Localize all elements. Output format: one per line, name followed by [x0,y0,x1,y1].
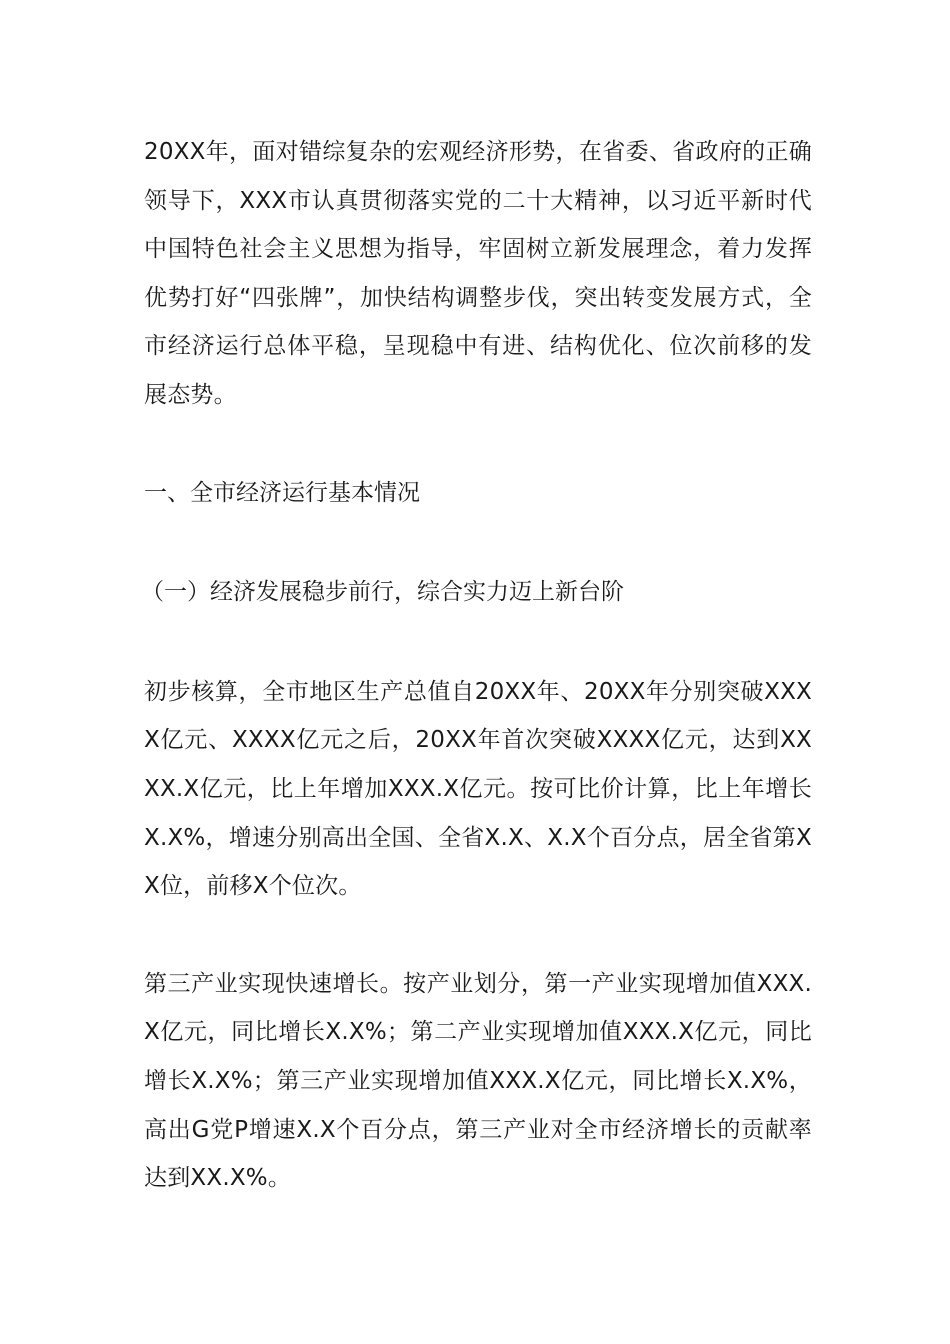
section-heading: 一、全市经济运行基本情况 [144,479,420,506]
intro-paragraph: 20XX年，面对错综复杂的宏观经济形势，在省委、省政府的正确领导下，XXX市认真贯彻落实党的二十大精神，以习近平新时代中国特色社会主义思想为指导，牢固树立新发展理念，着力发挥优势打好“四张牌”，加快结构调整步伐，突出转变发展方式，全市经济运行总体平稳，呈现稳中有进、结构优化、位次前移的发展态势。 [144,139,812,408]
spacer [144,911,812,960]
document-body [141,128,812,1203]
spacer [144,420,812,469]
spacer [144,617,812,668]
gdp-paragraph: 初步核算，全市地区生产总值自20XX年、20XX年分别突破XXXX亿元、XXXX亿元之后，20XX年首次突破XXXX亿元，达到XXXX.X亿元，比上年增加XXX.X亿元。按可比价计算，比上年增长X.X%，增速分别高出全国、全省X.X、X.X个百分点，居全省第XX位，前移X个位次。 [144,678,812,900]
spacer [144,517,812,568]
subsection-heading: （一）经济发展稳步前行，综合实力迈上新台阶 [141,579,624,606]
tertiary-industry-paragraph: 第三产业实现快速增长。按产业划分，第一产业实现增加值XXX.X亿元，同比增长X.X%；第二产业实现增加值XXX.X亿元，同比增长X.X%；第三产业实现增加值XXX.X亿元，同比增长X.X%，高出G党P增速X.X个百分点，第三产业对全市经济增长的贡献率达到XX.X%。 [144,970,812,1192]
